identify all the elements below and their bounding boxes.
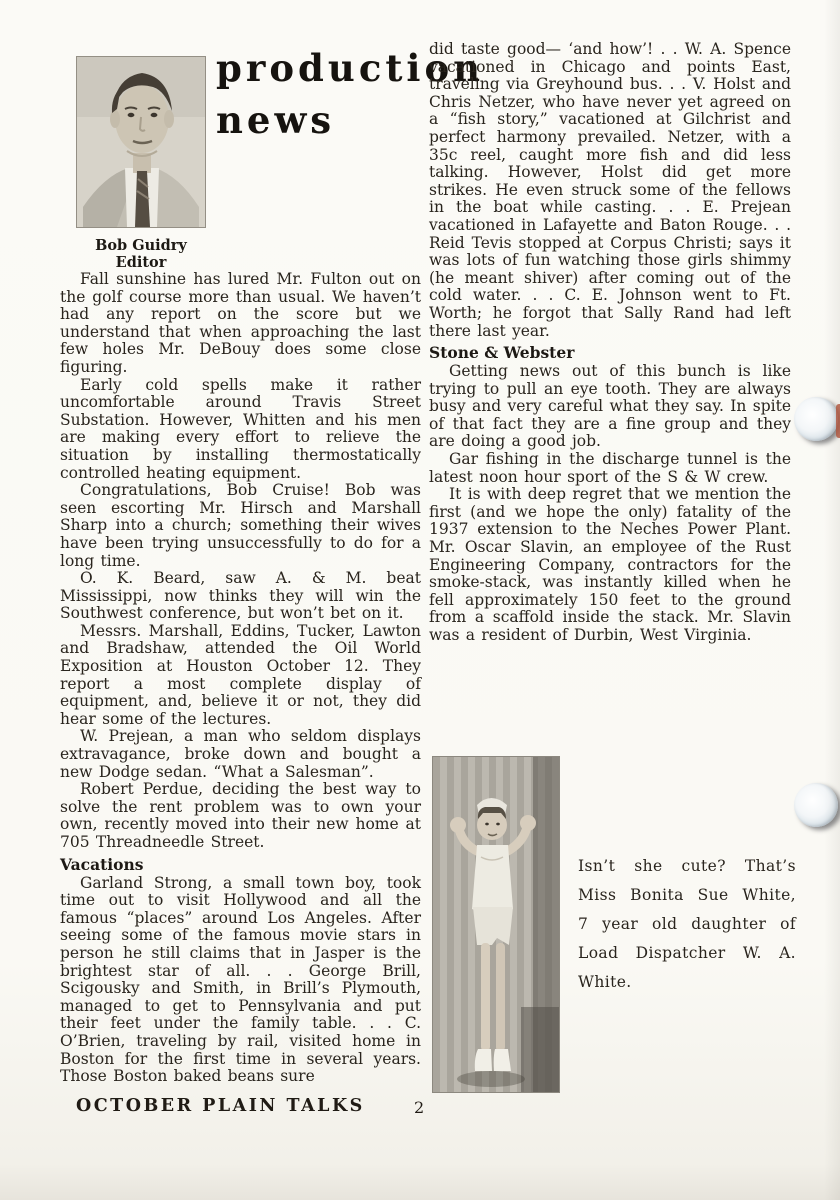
paragraph: O. K. Beard, saw A. & M. beat Mississippi, now thinks they will win the Southwest conference, but won’t bet on it. <box>60 569 421 623</box>
page-title-line2: news <box>216 98 336 142</box>
paragraph: Congratulations, Bob Cruise! Bob was seen escorting Mr. Hirsch and Marshall Sharp into a church; something their wives have been trying unsuccessfully to do for a long time. <box>60 481 421 570</box>
footer-page-number: 2 <box>414 1098 425 1117</box>
paragraph: W. Prejean, a man who seldom displays extravagance, broke down and bought a new Dodge sedan. “What a Salesman”. <box>60 727 421 781</box>
paragraph: Early cold spells make it rather uncomfortable around Travis Street Substation. However, Whitten and his men are making every effort to relieve the situation by installing thermostatically controlled heating equipment. <box>60 375 421 482</box>
section-heading-stone-webster: Stone & Webster <box>429 343 575 363</box>
paragraph: Gar fishing in the discharge tunnel is the latest noon hour sport of the S & W crew. <box>429 450 791 486</box>
editor-photo-caption <box>66 237 216 271</box>
paragraph: Messrs. Marshall, Eddins, Tucker, Lawton and Bradshaw, attended the Oil World Exposition at Houston October 12. They report a most complete display of equipment, and, believe it or not, they did hear some of the lectures. <box>60 621 421 728</box>
girl-photo-caption: Isn’t she cute? That’s Miss Bonita Sue White, 7 year old daughter of Load Dispatcher W. A. White. <box>578 857 796 991</box>
binder-hole-bottom <box>794 783 838 827</box>
binder-hole-top <box>794 397 838 441</box>
right-column <box>429 41 791 645</box>
footer-publication-title: OCTOBER PLAIN TALKS <box>76 1096 365 1116</box>
editor-portrait-illustration <box>77 57 205 227</box>
paragraph: It is with deep regret that we mention the first (and we hope the only) fatality of the 1937 extension to the Neches Power Plant. Mr. Oscar Slavin, an employee of the Rust Engineering Company, contractors for the smoke-stack, was instantly killed when he fell approximately 150 feet to the ground from a scaffold inside the stack. Mr. Slavin was a resident of Durbin, West Virginia. <box>429 485 791 644</box>
editor-name: Bob Guidry <box>95 237 187 254</box>
editor-portrait-photo <box>76 56 206 228</box>
paragraph: did taste good— ‘and how’! . . W. A. Spence vacationed in Chicago and points East, traveling via Greyhound bus. . . V. Holst and Chris Netzer, who have never yet agreed on a “fish story,” vacationed at Gilchrist and perfect harmony prevailed. Netzer, with a 35c reel, caught more fish and did less talking. However, Holst did get more strikes. He even struck some of the fellows in the boat while casting. . . E. Prejean vacationed in Lafayette and Baton Rouge. . . Reid Tevis stopped at Corpus Christi; says it was lots of fun watching those girls shimmy (he meant shiver) after coming out of the cold water. . . C. E. Johnson went to Ft. Worth; he forgot that Sally Rand had left there last year. <box>429 40 791 340</box>
paragraph: Robert Perdue, deciding the best way to solve the rent problem was to own your own, recently moved into their new home at 705 Threadneedle Street. <box>60 780 421 851</box>
page-title-line1: production <box>216 46 485 90</box>
girl-photo-illustration <box>433 757 559 1092</box>
paragraph: Fall sunshine has lured Mr. Fulton out on the golf course more than usual. We haven’t had any report on the score but we understand that when approaching the last few holes Mr. DeBouy does some close figuring. <box>60 270 421 376</box>
editor-role: Editor <box>115 254 167 271</box>
girl-photo <box>432 756 560 1093</box>
paragraph: Garland Strong, a small town boy, took time out to visit Hollywood and all the famous “places” around Los Angeles. After seeing some of the famous movie stars in person he still claims that in Jasper is the brightest star of all. . . George Brill, Scigousky and Smith, in Brill’s Plymouth, managed to get to Pennsylvania and put their feet under the family table. . . C. O’Brien, traveling by rail, visited home in Boston for the first time in several years. Those Boston baked beans sure <box>60 873 421 1086</box>
girl-photo-section <box>432 756 804 1096</box>
red-edge-mark <box>836 404 840 438</box>
paragraph: Getting news out of this bunch is like trying to pull an eye tooth. They are always busy and very careful what they say. In spite of that fact they are a fine group and they are doing a good job. <box>429 362 791 451</box>
left-column <box>60 271 421 1086</box>
section-heading-vacations: Vacations <box>60 854 144 874</box>
